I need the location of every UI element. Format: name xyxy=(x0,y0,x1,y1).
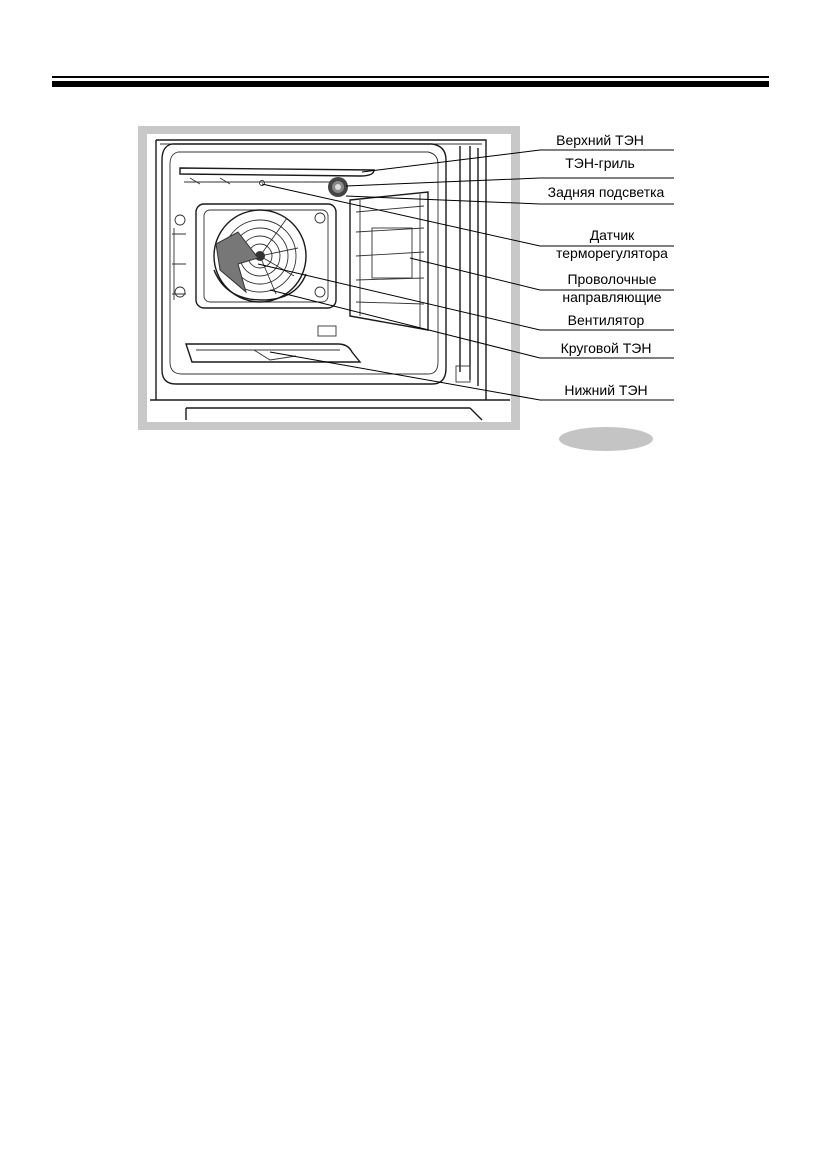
label-thermostat-sensor-1: Датчик xyxy=(589,227,635,243)
label-fan: Вентилятор xyxy=(567,312,645,328)
label-upper-heater: Верхний ТЭН xyxy=(556,132,644,148)
label-lower-heater: Нижний ТЭН xyxy=(564,382,648,398)
label-wire-guides-1: Проволочные xyxy=(567,271,657,287)
label-thermostat-sensor-2: терморегулятора xyxy=(556,245,668,261)
label-grill-heater: ТЭН-гриль xyxy=(565,155,635,171)
rear-light xyxy=(328,177,348,197)
page-number-badge xyxy=(559,427,653,451)
label-wire-guides-2: направляющие xyxy=(562,289,662,305)
label-circular-heater: Круговой ТЭН xyxy=(560,340,652,356)
label-rear-light: Задняя подсветка xyxy=(547,184,665,200)
